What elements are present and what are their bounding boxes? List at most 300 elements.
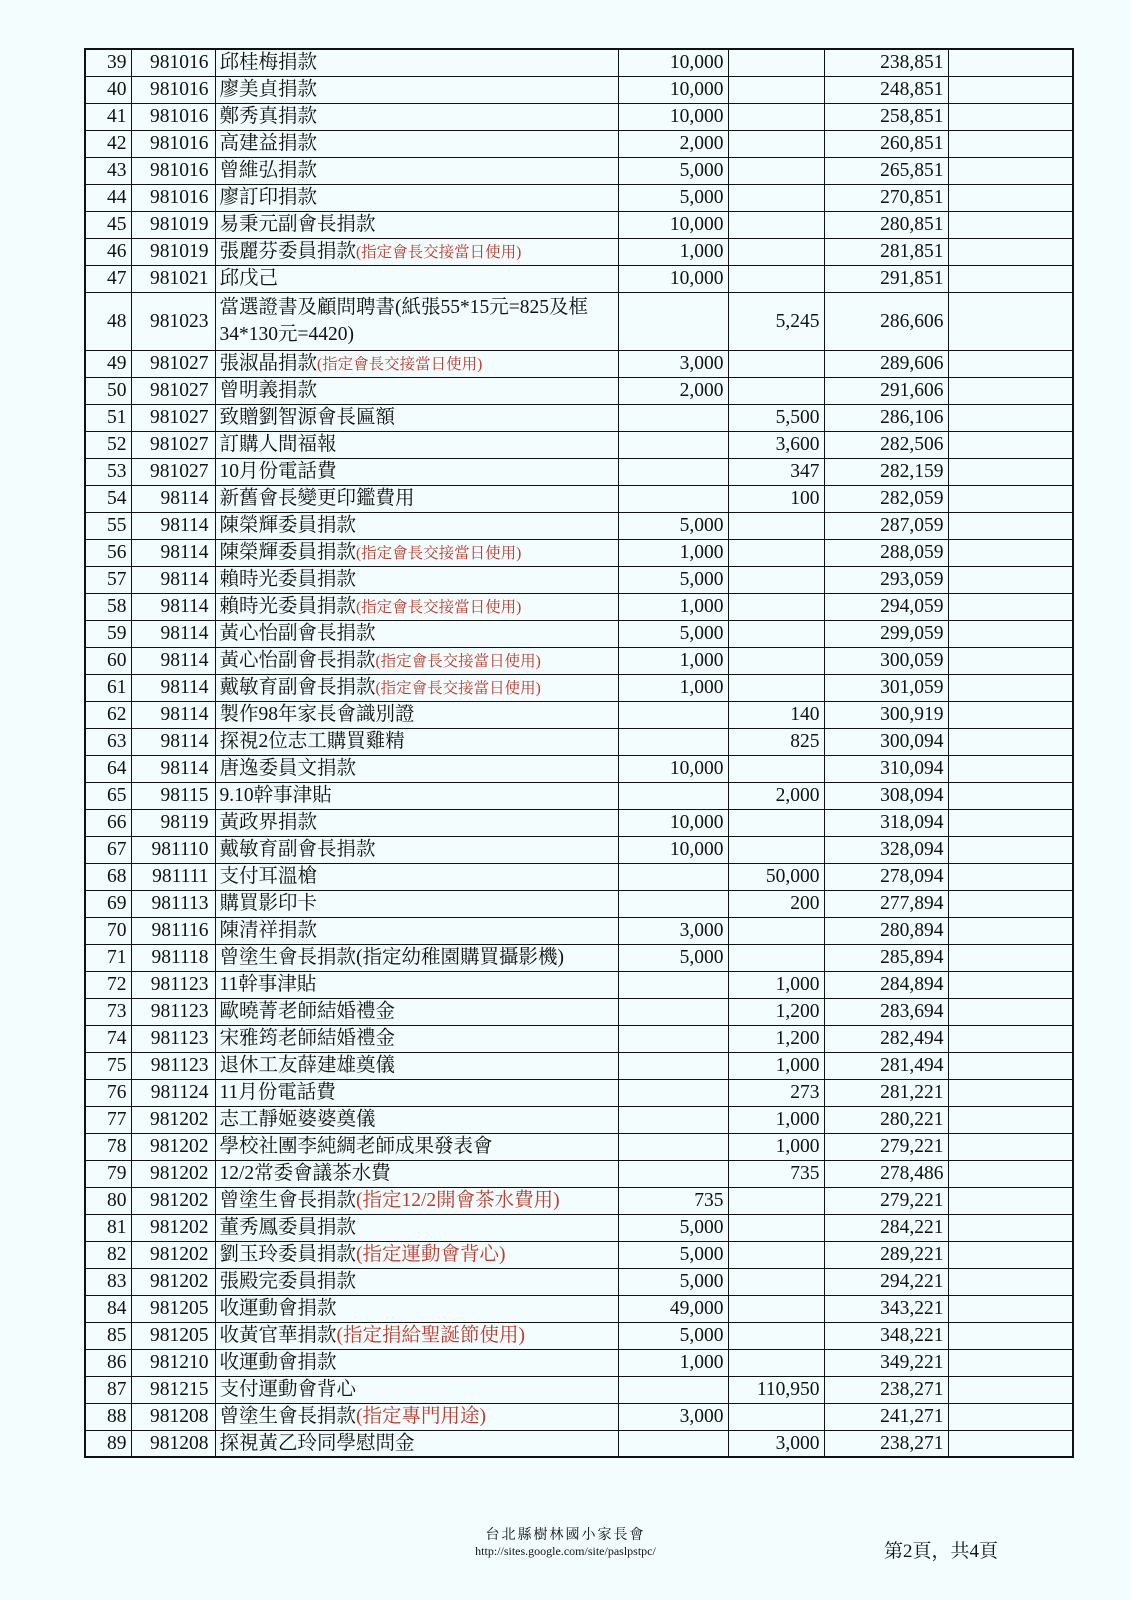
table-row [85,647,1073,674]
row-number: 52 [85,431,131,458]
description-note: (指定12/2開會茶水費用) [356,1190,560,1211]
row-number: 78 [85,1133,131,1160]
description-text: 探視2位志工購買雞精 [219,731,405,752]
row-balance: 241,271 [824,1403,948,1430]
row-description [215,1376,618,1403]
row-remark [948,1322,1073,1349]
row-balance: 260,851 [824,130,948,157]
row-number: 58 [85,593,131,620]
description-text: 廖訂印捐款 [219,187,318,208]
row-expense: 2,000 [728,782,824,809]
row-description [215,184,618,211]
row-remark [948,620,1073,647]
row-balance: 258,851 [824,103,948,130]
row-description [215,539,618,566]
row-description [215,404,618,431]
row-description [215,1079,618,1106]
row-income: 1,000 [618,593,728,620]
row-description [215,1403,618,1430]
row-number: 89 [85,1430,131,1457]
table-row [85,863,1073,890]
row-balance: 288,059 [824,539,948,566]
row-balance: 282,494 [824,1025,948,1052]
description-text: 賴時光委員捐款 [219,595,357,617]
row-income: 10,000 [618,265,728,292]
row-number: 64 [85,755,131,782]
description-note: (指定會長交接當日使用) [375,652,541,670]
table-row [85,1160,1073,1187]
row-description [215,701,618,728]
row-balance: 265,851 [824,157,948,184]
ledger-body [85,49,1073,1457]
row-number: 42 [85,130,131,157]
row-expense: 110,950 [728,1376,824,1403]
description-text: 購買影印卡 [219,893,318,914]
row-balance: 291,606 [824,377,948,404]
row-remark [948,485,1073,512]
description-text: 曾塗生會長捐款 [219,1406,357,1427]
row-expense [728,350,824,377]
row-date: 981023 [131,292,215,350]
table-row [85,377,1073,404]
description-text: 董秀鳳委員捐款 [219,1217,357,1238]
row-income: 10,000 [618,755,728,782]
row-remark [948,674,1073,701]
row-income: 1,000 [618,1349,728,1376]
row-remark [948,1187,1073,1214]
description-text: 曾維弘捐款 [219,160,318,181]
row-number: 49 [85,350,131,377]
row-date: 981208 [131,1430,215,1457]
row-number: 56 [85,539,131,566]
row-number: 55 [85,512,131,539]
table-row [85,755,1073,782]
row-expense [728,1322,824,1349]
row-income [618,485,728,512]
row-expense [728,809,824,836]
footer-organization: 台北縣樹林國小家長會 [485,1527,646,1543]
row-expense: 347 [728,458,824,485]
row-number: 60 [85,647,131,674]
row-date: 981116 [131,917,215,944]
row-remark [948,1349,1073,1376]
table-row [85,76,1073,103]
row-date: 98114 [131,647,215,674]
row-date: 98114 [131,701,215,728]
row-description [215,130,618,157]
row-expense [728,539,824,566]
row-remark [948,647,1073,674]
table-row [85,728,1073,755]
description-text: 收黃官華捐款 [219,1325,337,1346]
row-income: 1,000 [618,674,728,701]
description-text: 收運動會捐款 [219,1298,337,1319]
row-number: 44 [85,184,131,211]
row-remark [948,103,1073,130]
row-date: 981123 [131,1052,215,1079]
row-expense [728,674,824,701]
row-expense: 1,200 [728,998,824,1025]
description-note: (指定會長交接當日使用) [356,243,522,261]
row-income: 10,000 [618,103,728,130]
row-expense [728,1214,824,1241]
row-date: 98114 [131,539,215,566]
row-expense [728,1241,824,1268]
row-number: 88 [85,1403,131,1430]
row-description [215,863,618,890]
row-remark [948,1403,1073,1430]
row-number: 46 [85,238,131,265]
row-number: 86 [85,1349,131,1376]
row-date: 981016 [131,103,215,130]
row-income [618,1160,728,1187]
row-date: 98114 [131,620,215,647]
row-remark [948,998,1073,1025]
row-expense: 1,000 [728,971,824,998]
row-date: 981027 [131,377,215,404]
description-text: 曾明義捐款 [219,380,318,401]
row-balance: 282,059 [824,485,948,512]
row-description [215,350,618,377]
row-balance: 279,221 [824,1133,948,1160]
table-row [85,1349,1073,1376]
row-description [215,620,618,647]
description-text: 探視黃乙玲同學慰問金 [219,1432,415,1454]
description-text: 高建益捐款 [219,133,318,154]
table-row [85,49,1073,76]
row-date: 981027 [131,431,215,458]
row-date: 981208 [131,1403,215,1430]
row-date: 981016 [131,49,215,76]
row-remark [948,130,1073,157]
row-remark [948,755,1073,782]
row-description [215,944,618,971]
row-income: 5,000 [618,1214,728,1241]
row-date: 98114 [131,512,215,539]
row-number: 74 [85,1025,131,1052]
row-expense [728,157,824,184]
row-income: 2,000 [618,130,728,157]
row-number: 81 [85,1214,131,1241]
row-income [618,1025,728,1052]
row-expense [728,593,824,620]
row-date: 98114 [131,593,215,620]
row-number: 75 [85,1052,131,1079]
row-description [215,238,618,265]
row-description [215,512,618,539]
row-date: 981202 [131,1160,215,1187]
row-description [215,971,618,998]
row-date: 981016 [131,184,215,211]
row-number: 66 [85,809,131,836]
row-expense [728,944,824,971]
row-description [215,782,618,809]
description-text: 黃政界捐款 [219,812,318,833]
row-date: 981021 [131,265,215,292]
row-description [215,76,618,103]
row-income: 5,000 [618,944,728,971]
row-date: 981016 [131,157,215,184]
row-balance: 299,059 [824,620,948,647]
row-description [215,1214,618,1241]
table-row [85,782,1073,809]
row-remark [948,458,1073,485]
table-row [85,890,1073,917]
row-description [215,292,618,350]
row-date: 981205 [131,1295,215,1322]
row-date: 981205 [131,1322,215,1349]
row-description [215,998,618,1025]
description-text: 訂購人間福報 [219,434,337,455]
row-remark [948,76,1073,103]
table-row [85,701,1073,728]
row-balance: 238,851 [824,49,948,76]
row-remark [948,863,1073,890]
row-income: 5,000 [618,157,728,184]
row-balance: 281,221 [824,1079,948,1106]
row-balance: 294,059 [824,593,948,620]
row-date: 98114 [131,755,215,782]
row-number: 72 [85,971,131,998]
row-balance: 285,894 [824,944,948,971]
row-income: 10,000 [618,836,728,863]
row-expense: 825 [728,728,824,755]
row-income [618,404,728,431]
row-expense [728,917,824,944]
description-text: 學校社團李純綢老師成果發表會 [219,1136,493,1157]
row-income [618,863,728,890]
row-description [215,566,618,593]
row-number: 84 [85,1295,131,1322]
row-expense [728,211,824,238]
description-text: 唐逸委員文捐款 [219,758,357,779]
description-text: 張殿完委員捐款 [219,1271,357,1292]
row-expense [728,377,824,404]
row-date: 981215 [131,1376,215,1403]
row-description [215,809,618,836]
description-note: (指定會長交接當日使用) [317,355,483,373]
row-remark [948,157,1073,184]
row-balance: 289,606 [824,350,948,377]
row-income [618,1133,728,1160]
row-remark [948,971,1073,998]
row-balance: 279,221 [824,1187,948,1214]
row-description [215,1133,618,1160]
row-balance: 291,851 [824,265,948,292]
row-income: 5,000 [618,512,728,539]
row-expense [728,103,824,130]
row-date: 981019 [131,238,215,265]
description-note: (指定捐給聖誕節使用) [336,1325,526,1346]
row-number: 48 [85,292,131,350]
table-row [85,593,1073,620]
row-expense [728,836,824,863]
row-expense: 3,000 [728,1430,824,1457]
table-row [85,1268,1073,1295]
row-remark [948,1241,1073,1268]
row-number: 39 [85,49,131,76]
row-description [215,157,618,184]
table-row [85,674,1073,701]
row-number: 87 [85,1376,131,1403]
row-remark [948,238,1073,265]
row-number: 54 [85,485,131,512]
row-balance: 301,059 [824,674,948,701]
row-income [618,1079,728,1106]
row-balance: 300,094 [824,728,948,755]
row-number: 80 [85,1187,131,1214]
table-row [85,1133,1073,1160]
row-remark [948,404,1073,431]
row-number: 53 [85,458,131,485]
description-text: 鄭秀真捐款 [219,106,318,127]
row-description [215,1322,618,1349]
row-balance: 294,221 [824,1268,948,1295]
row-number: 43 [85,157,131,184]
row-number: 47 [85,265,131,292]
table-row [85,184,1073,211]
row-description [215,593,618,620]
row-date: 981113 [131,890,215,917]
row-balance: 280,221 [824,1106,948,1133]
row-balance: 280,851 [824,211,948,238]
row-description [215,1268,618,1295]
table-row [85,238,1073,265]
table-row [85,404,1073,431]
row-remark [948,350,1073,377]
row-remark [948,184,1073,211]
description-text: 志工靜姬婆婆奠儀 [219,1109,376,1130]
row-expense [728,184,824,211]
row-income: 3,000 [618,1403,728,1430]
description-text: 陳榮輝委員捐款 [219,541,357,563]
row-remark [948,512,1073,539]
table-row [85,1322,1073,1349]
row-expense [728,1187,824,1214]
row-income: 5,000 [618,184,728,211]
row-income: 5,000 [618,620,728,647]
description-text: 易秉元副會長捐款 [219,214,376,235]
table-row [85,1187,1073,1214]
row-income [618,292,728,350]
description-text: 支付耳溫槍 [219,866,318,887]
description-text: 陳榮輝委員捐款 [219,515,357,536]
row-expense: 100 [728,485,824,512]
row-income: 5,000 [618,1241,728,1268]
row-balance: 278,094 [824,863,948,890]
description-text: 邱戊己 [219,268,279,289]
row-income [618,1376,728,1403]
footer-page-number: 第2頁，共4頁 [884,1541,999,1562]
row-description [215,1241,618,1268]
row-description [215,1106,618,1133]
footer-url[interactable]: http://sites.google.com/site/paslpstpc/ [475,1544,656,1558]
row-expense [728,76,824,103]
row-date: 98119 [131,809,215,836]
description-text: 宋雅筠老師結婚禮金 [219,1028,396,1049]
row-balance: 293,059 [824,566,948,593]
row-date: 981123 [131,998,215,1025]
row-remark [948,1025,1073,1052]
row-expense [728,265,824,292]
row-remark [948,1295,1073,1322]
row-income [618,890,728,917]
row-remark [948,836,1073,863]
row-remark [948,1268,1073,1295]
description-note: (指定會長交接當日使用) [375,679,541,697]
description-text: 歐曉菁老師結婚禮金 [219,1001,396,1022]
row-date: 981210 [131,1349,215,1376]
description-text: 製作98年家長會識別證 [219,704,415,725]
row-expense [728,1349,824,1376]
description-text: 支付運動會背心 [219,1379,357,1400]
row-date: 981110 [131,836,215,863]
row-remark [948,1106,1073,1133]
table-row [85,836,1073,863]
table-row [85,971,1073,998]
row-number: 83 [85,1268,131,1295]
row-remark [948,1052,1073,1079]
row-number: 73 [85,998,131,1025]
row-date: 98114 [131,674,215,701]
row-description [215,49,618,76]
row-number: 68 [85,863,131,890]
row-expense [728,1403,824,1430]
description-text: 黃心怡副會長捐款 [219,649,376,671]
row-expense [728,647,824,674]
row-date: 98115 [131,782,215,809]
row-description [215,1052,618,1079]
table-row [85,809,1073,836]
ledger-table [84,48,1074,1458]
row-expense: 200 [728,890,824,917]
row-description [215,485,618,512]
row-balance: 348,221 [824,1322,948,1349]
description-text: 黃心怡副會長捐款 [219,623,376,644]
row-income [618,782,728,809]
row-number: 45 [85,211,131,238]
row-expense: 3,600 [728,431,824,458]
row-income: 5,000 [618,1322,728,1349]
row-description [215,1160,618,1187]
table-row [85,944,1073,971]
table-row [85,917,1073,944]
row-number: 67 [85,836,131,863]
row-income: 5,000 [618,1268,728,1295]
row-balance: 283,694 [824,998,948,1025]
row-date: 981027 [131,458,215,485]
table-row [85,620,1073,647]
row-income: 3,000 [618,917,728,944]
description-text: 退休工友薛建雄奠儀 [219,1055,396,1076]
row-income [618,458,728,485]
description-text: 12/2常委會議茶水費 [219,1163,391,1184]
description-text: 邱桂梅捐款 [219,52,318,74]
table-row [85,1079,1073,1106]
row-date: 981118 [131,944,215,971]
description-text: 9.10幹事津貼 [219,785,332,806]
row-remark [948,292,1073,350]
row-number: 70 [85,917,131,944]
row-expense: 5,500 [728,404,824,431]
row-balance: 284,221 [824,1214,948,1241]
description-text: 當選證書及顧問聘書(紙張55*15元=825及框34*130元=4420) [219,297,588,345]
row-description [215,377,618,404]
row-expense: 1,000 [728,1052,824,1079]
table-row [85,103,1073,130]
row-remark [948,211,1073,238]
row-date: 981123 [131,971,215,998]
